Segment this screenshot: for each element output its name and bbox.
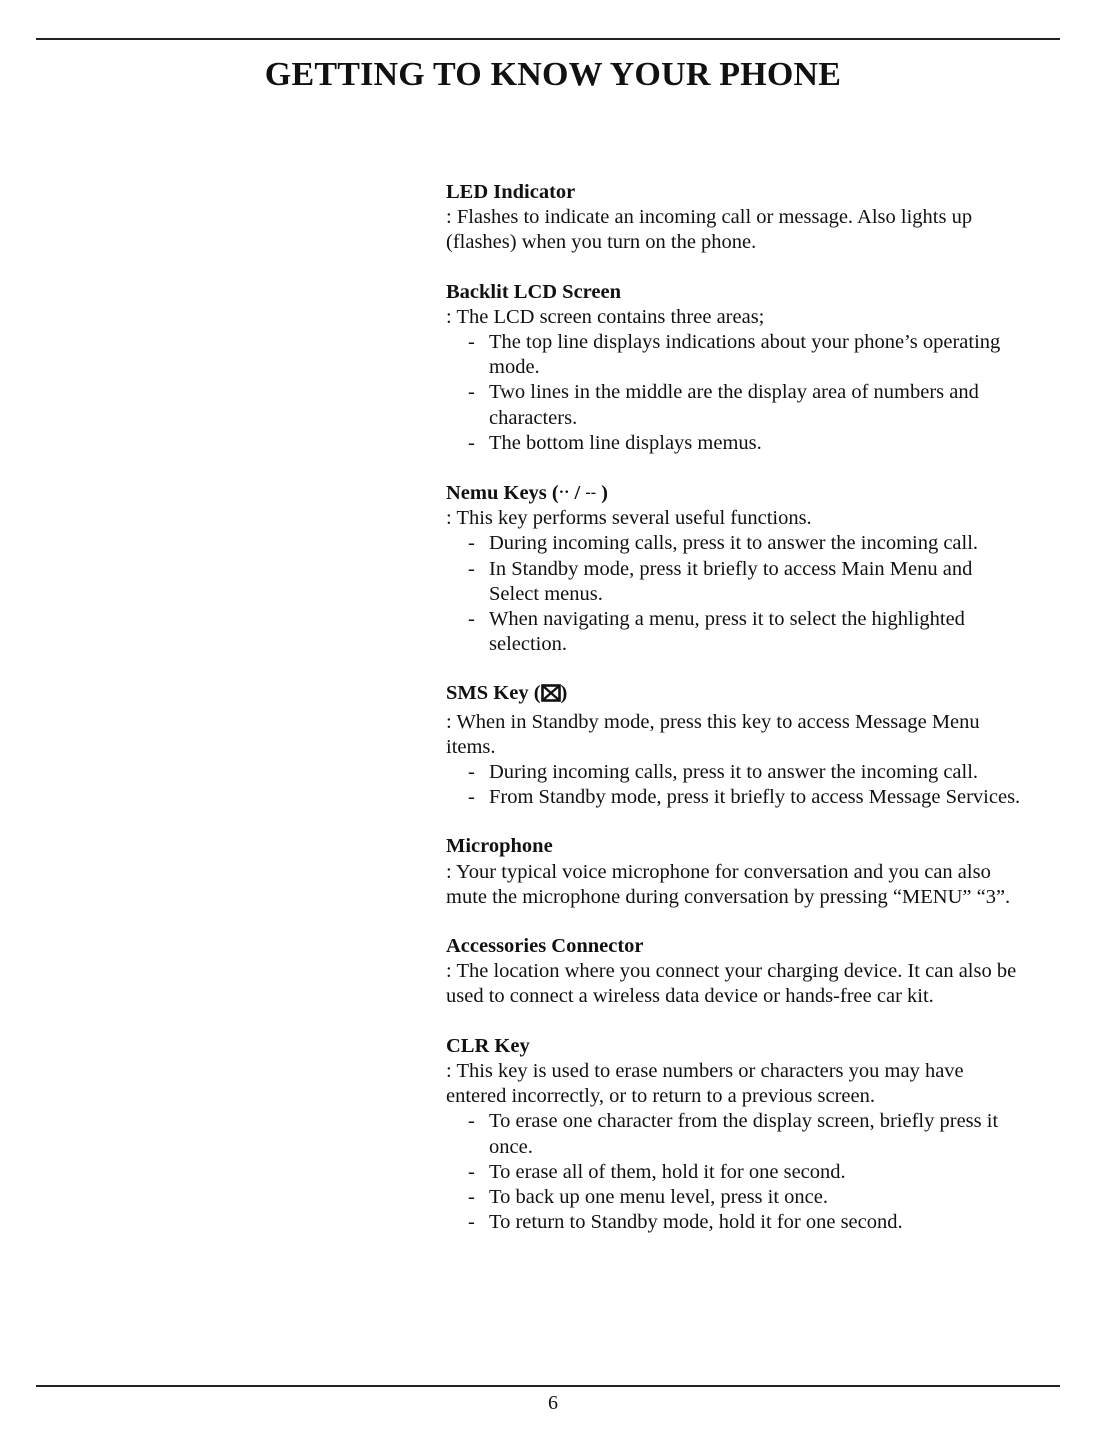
section-description: : The LCD screen contains three areas;	[446, 305, 765, 328]
heading-close-paren: )	[560, 682, 568, 705]
section-clr-key	[446, 1034, 1026, 1236]
section-led-indicator	[446, 180, 1026, 256]
section-heading: CLR Key	[446, 1034, 530, 1057]
section-heading: Microphone	[446, 835, 553, 858]
bottom-rule	[36, 1385, 1060, 1387]
section-heading	[446, 681, 1026, 709]
right-soft-key-glyph: --	[585, 484, 597, 502]
section-heading: LED Indicator	[446, 181, 576, 203]
bullet-list	[446, 531, 1026, 657]
section-heading-text: Nemu Keys (	[446, 482, 559, 505]
bullet-list	[446, 330, 1026, 456]
envelope-icon	[541, 684, 561, 709]
section-microphone	[446, 834, 1026, 910]
list-item: - In Standby mode, press it briefly to access Main Menu and Select menus.	[468, 557, 1026, 607]
section-heading: Backlit LCD Screen	[446, 280, 622, 303]
left-soft-key-glyph: ··	[558, 484, 570, 502]
bullet-list	[446, 760, 1026, 810]
list-item: - Two lines in the middle are the display area of numbers and characters.	[468, 380, 1026, 430]
list-item: - During incoming calls, press it to answer the incoming call.	[468, 531, 1026, 556]
section-backlit-lcd-screen	[446, 280, 1026, 456]
list-item: - When navigating a menu, press it to select the highlighted selection.	[468, 607, 1026, 657]
list-item: - To erase one character from the display screen, briefly press it once.	[468, 1109, 1026, 1159]
section-accessories-connector	[446, 934, 1026, 1010]
list-item: - To return to Standby mode, hold it for one second.	[468, 1210, 1026, 1235]
section-description: : This key performs several useful functions.	[446, 507, 812, 530]
heading-close-paren: )	[596, 482, 608, 505]
section-nemu-keys	[446, 480, 1026, 657]
section-heading: Accessories Connector	[446, 935, 644, 958]
page-title: GETTING TO KNOW YOUR PHONE	[264, 56, 842, 93]
list-item: - The top line displays indications about your phone’s operating mode.	[468, 330, 1026, 380]
section-description: : This key is used to erase numbers or characters you may have entered incorrectly, or to return to a previous screen.	[446, 1059, 964, 1108]
section-sms-key	[446, 681, 1026, 810]
list-item: - From Standby mode, press it briefly to access Message Services.	[468, 785, 1026, 810]
bullet-list	[446, 1109, 1026, 1235]
section-description: : The location where you connect your charging device. It can also be used to connect a wireless data device or hands-free car kit.	[446, 960, 1017, 1008]
list-item: - During incoming calls, press it to answer the incoming call.	[468, 760, 1026, 785]
key-separator: /	[569, 482, 586, 505]
list-item: - To erase all of them, hold it for one second.	[468, 1160, 1026, 1185]
top-rule	[36, 38, 1060, 40]
section-description: : When in Standby mode, press this key to access Message Menu items.	[446, 710, 980, 758]
section-description: : Flashes to indicate an incoming call or message. Also lights up (flashes) when you turn on the phone.	[446, 206, 973, 254]
content-column	[446, 180, 1026, 1235]
section-description: : Your typical voice microphone for conversation and you can also mute the microphone during conversation by pressing “MENU” “3”.	[446, 860, 1011, 908]
section-heading-text: SMS Key (	[446, 682, 541, 705]
list-item: - To back up one menu level, press it once.	[468, 1185, 1026, 1210]
list-item: - The bottom line displays memus.	[468, 431, 1026, 456]
section-heading	[446, 480, 1026, 506]
page-number: 6	[548, 1392, 558, 1414]
